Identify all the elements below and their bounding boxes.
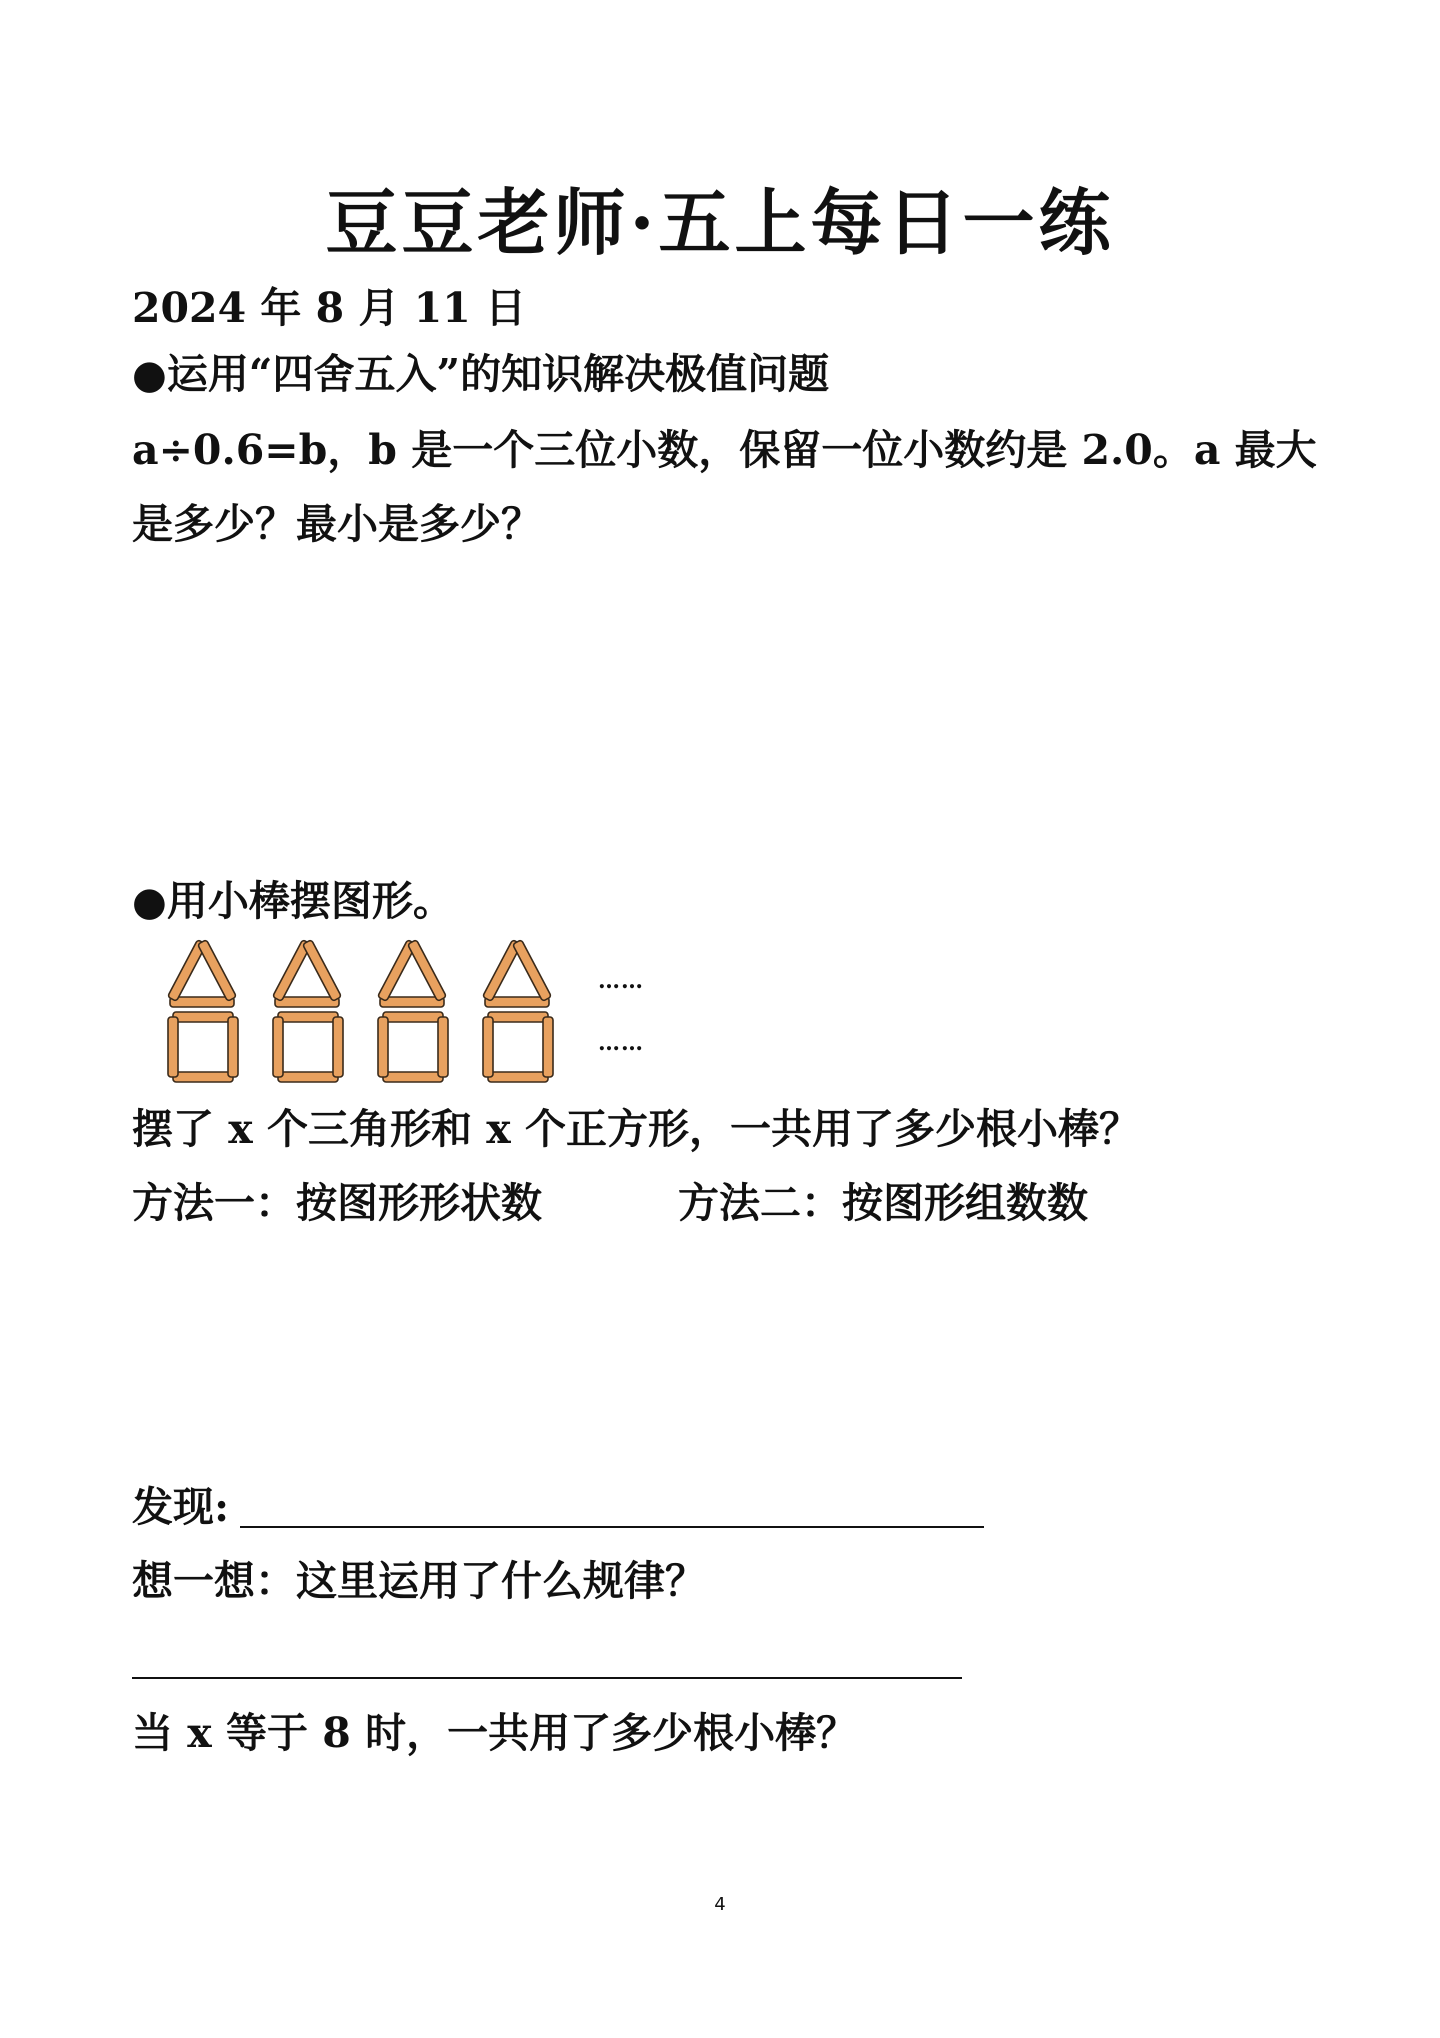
square-bottom-stick [173, 1072, 233, 1082]
triangle-right-stick [513, 940, 552, 1002]
triangle-base-stick [170, 997, 234, 1007]
square-left-stick [378, 1017, 388, 1077]
square-right-stick [333, 1017, 343, 1077]
square-left-stick [483, 1017, 493, 1077]
continuation-dots-top: …… [598, 968, 644, 994]
problem2-question: 摆了 x 个三角形和 x 个正方形，一共用了多少根小棒？ [132, 1105, 1140, 1153]
square-left-stick [168, 1017, 178, 1077]
final-question: 当 x 等于 8 时，一共用了多少根小棒？ [132, 1709, 858, 1757]
problem1-question-line2: 是多少？最小是多少？ [132, 500, 542, 548]
problem2-heading [132, 873, 454, 930]
square-top-stick [383, 1012, 443, 1022]
method1-label: 方法一：按图形形状数 [132, 1179, 542, 1227]
triangle-base-stick [380, 997, 444, 1007]
page-title: 豆豆老师·五上每日一练 [325, 180, 1115, 265]
page-number: 4 [714, 1894, 726, 1915]
triangle-base-stick [275, 997, 339, 1007]
method2-label: 方法二：按图形组数数 [678, 1179, 1088, 1227]
discover-answer-line[interactable] [240, 1526, 984, 1528]
think-answer-line[interactable] [132, 1677, 962, 1679]
date-line: 2024 年 8 月 11 日 [132, 284, 527, 332]
square-top-stick [278, 1012, 338, 1022]
problem1-question-line1: a÷0.6=b，b 是一个三位小数，保留一位小数约是 2.0。a 最大 [132, 426, 1317, 474]
think-question: 想一想：这里运用了什么规律？ [132, 1557, 706, 1605]
square-right-stick [438, 1017, 448, 1077]
bullet-icon: ● [132, 351, 167, 398]
square-right-stick [543, 1017, 553, 1077]
square-bottom-stick [383, 1072, 443, 1082]
problem2-heading-text: 用小棒摆图形。 [166, 877, 454, 925]
square-left-stick [273, 1017, 283, 1077]
discover-label: 发现: [132, 1483, 230, 1531]
triangle-right-stick [198, 940, 237, 1002]
matchstick-svg [160, 935, 680, 1085]
bullet-icon: ● [132, 878, 167, 925]
problem1-heading-text: 运用“四舍五入”的知识解决极值问题 [166, 350, 830, 398]
square-top-stick [173, 1012, 233, 1022]
matchstick-figure [160, 935, 680, 1085]
square-top-stick [488, 1012, 548, 1022]
square-right-stick [228, 1017, 238, 1077]
triangle-right-stick [303, 940, 342, 1002]
continuation-dots-bottom: …… [598, 1030, 644, 1056]
triangle-base-stick [485, 997, 549, 1007]
square-bottom-stick [278, 1072, 338, 1082]
triangle-right-stick [408, 940, 447, 1002]
square-bottom-stick [488, 1072, 548, 1082]
problem1-heading [132, 346, 829, 403]
